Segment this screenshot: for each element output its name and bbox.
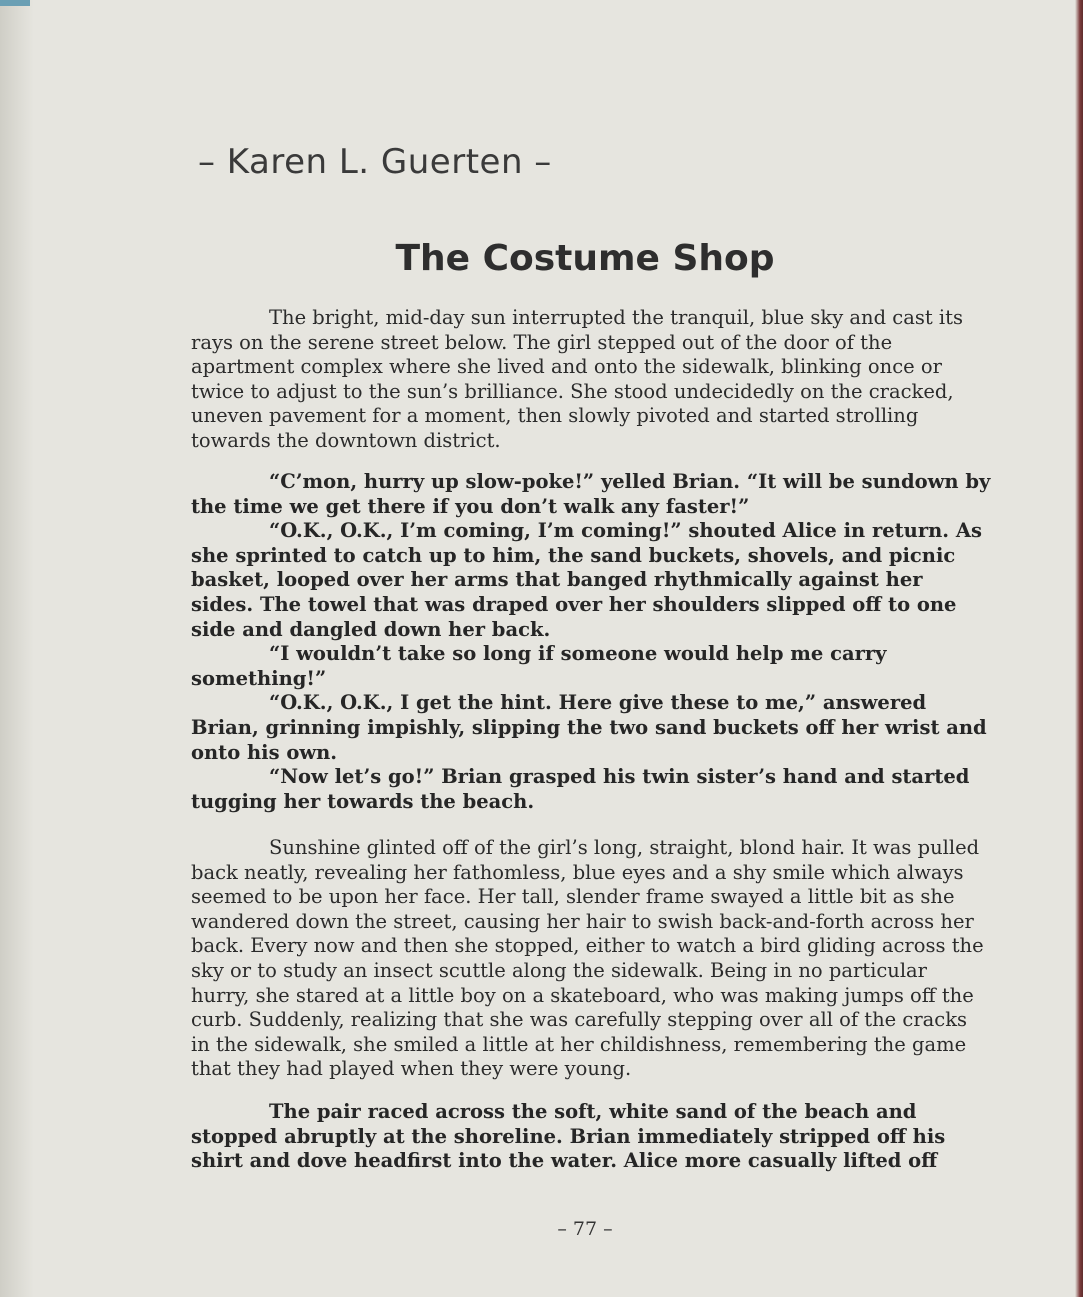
paragraph-text: “O.K., O.K., I’m coming, I’m coming!” shouted Alice in return. As she sprinted to catch up to him, the sand buckets, shovels, and picnic basket, looped over her arms that banged rhythmically against her sides. The towel that was draped over her shoulders slipped off to one side and dangled down her back. (191, 519, 982, 641)
paragraph-text: “I wouldn’t take so long if someone would help me carry something!” (191, 642, 887, 690)
author-name: – Karen L. Guerten – (198, 142, 552, 182)
paragraph-text: The pair raced across the soft, white sand of the beach and stopped abruptly at the shoreline. Brian immediately stripped off his shirt and dove headfirst into the water. Alice more casually lifted off (191, 1100, 946, 1173)
page-edge (1075, 0, 1083, 1297)
page-number: – 77 – (557, 1218, 613, 1240)
paragraph-text: The bright, mid-day sun interrupted the tranquil, blue sky and cast its rays on the serene street below. The girl stepped out of the door of the apartment complex where she lived and onto the sidewalk, blinking once or twice to adjust to the sun’s brilliance. She stood undecidedly on the cracked, uneven pavement for a moment, then slowly pivoted and started strolling towards the downtown district. (191, 306, 963, 452)
dialogue-block-1 (191, 470, 991, 814)
corner-mark (0, 0, 30, 6)
paragraph-text: Sunshine glinted off of the girl’s long, straight, blond hair. It was pulled back neatly, revealing her fathomless, blue eyes and a shy smile which always seemed to be upon her face. Her tall, slender frame swayed a little bit as she wandered down the street, causing her hair to swish back-and-forth across her back. Every now and then she stopped, either to watch a bird gliding across the sky or to study an insect scuttle along the sidewalk. Being in no particular hurry, she stared at a little boy on a skateboard, who was making jumps off the curb. Suddenly, realizing that she was carefully stepping over all of the cracks in the sidewalk, she smiled a little at her childishness, remembering the game that they had played when they were young. (191, 836, 984, 1081)
paragraph-text: “C’mon, hurry up slow-poke!” yelled Brian. “It will be sundown by the time we get there if you don’t walk any faster!” (191, 470, 991, 518)
paragraph-1 (191, 306, 991, 454)
paragraph-8 (191, 1100, 991, 1174)
paragraph-text: “Now let’s go!” Brian grasped his twin sister’s hand and started tugging her towards the beach. (191, 765, 970, 813)
binding-shadow (0, 0, 34, 1297)
paragraph-7 (191, 836, 991, 1082)
paragraph-text: “O.K., O.K., I get the hint. Here give these to me,” answered Brian, grinning impishly, slipping the two sand buckets off her wrist and onto his own. (191, 691, 987, 764)
story-title: The Costume Shop (395, 238, 775, 279)
